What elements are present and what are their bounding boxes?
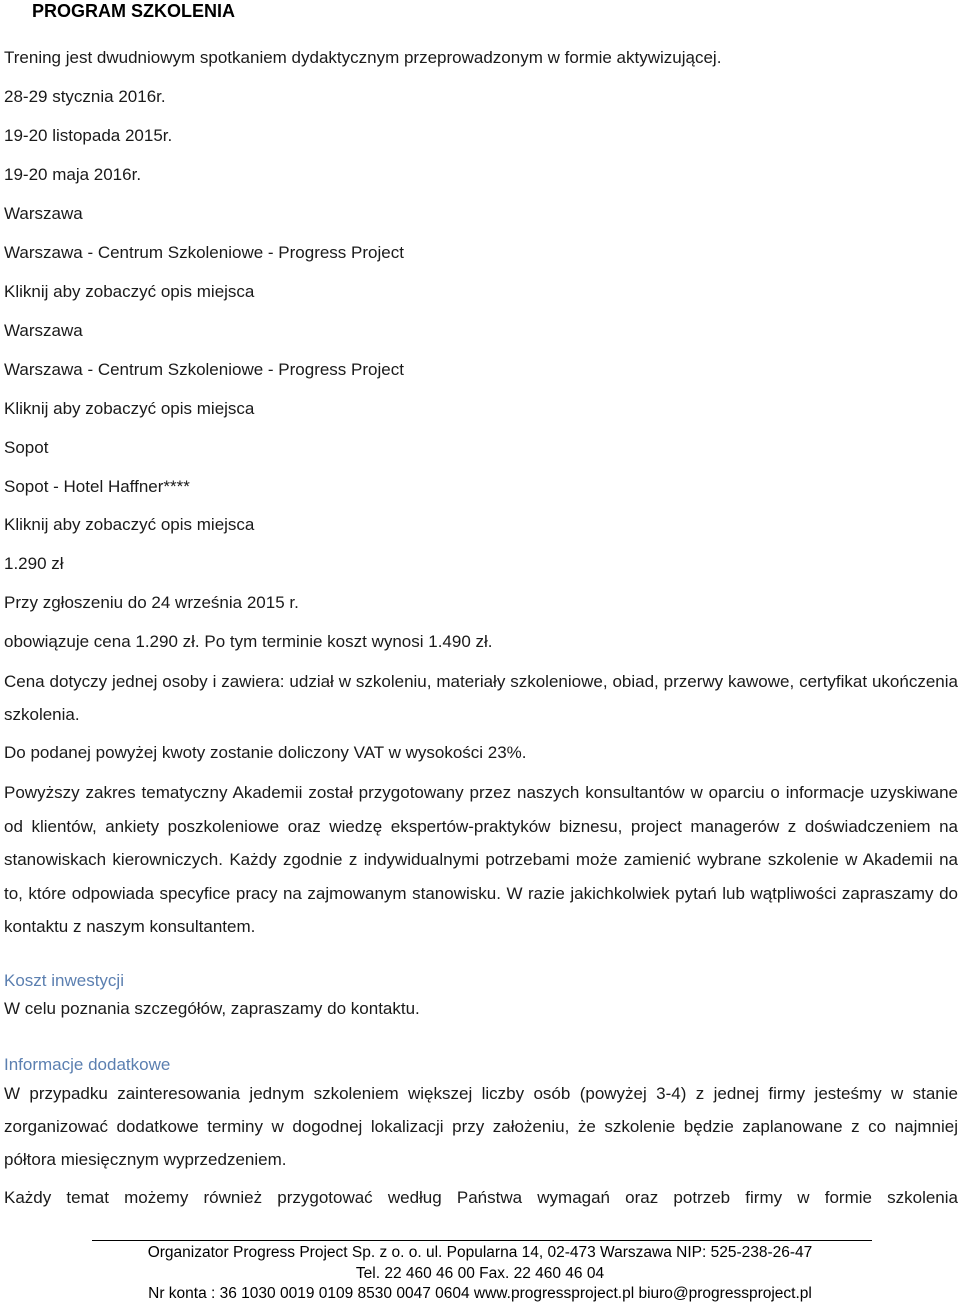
location-city: Warszawa [4, 321, 83, 340]
additional-heading: Informacje dodatkowe [4, 1055, 171, 1074]
location-venue: Warszawa - Centrum Szkoleniowe - Progress Project [4, 360, 404, 379]
intro-line: Trening jest dwudniowym spotkaniem dydaktycznym przeprowadzonym w formie aktywizującej. [4, 48, 722, 67]
page-title: PROGRAM SZKOLENIA [32, 1, 236, 21]
location-city: Sopot [4, 438, 49, 457]
additional-continuation: Każdy temat możemy również przygotować według Państwa wymagań oraz potrzeb firmy w formie szkolenia [4, 1188, 958, 1207]
deadline-note: Przy zgłoszeniu do 24 września 2015 r. [4, 593, 299, 612]
footer-divider [92, 1240, 872, 1241]
cost-text: W celu poznania szczegółów, zapraszamy do kontaktu. [4, 999, 420, 1018]
price-includes: Cena dotyczy jednej osoby i zawiera: udział w szkoleniu, materiały szkoleniowe, obiad, przerwy kawowe, certyfikat ukończenia szkolenia. [4, 672, 958, 724]
vat-note: Do podanej powyżej kwoty zostanie doliczony VAT w wysokości 23%. [4, 743, 527, 762]
footer-account: Nr konta : 36 1030 0019 0109 8530 0047 0604 www.progressproject.pl biuro@progressproject.pl [148, 1285, 812, 1302]
date-line: 19-20 maja 2016r. [4, 165, 142, 184]
location-venue: Warszawa - Centrum Szkoleniowe - Progress Project [4, 243, 404, 262]
location-city: Warszawa [4, 204, 83, 223]
additional-text: W przypadku zainteresowania jednym szkoleniem większej liczby osób (powyżej 3-4) z jednej firmy jesteśmy w stanie zorganizować dodatkowe terminy w dogodnej lokalizacji przy założeniu, że szkolenie będzie zaplanowane z co najmniej półtora miesięcznym wyprzedzeniem. [4, 1084, 958, 1169]
program-description: Powyższy zakres tematyczny Akademii został przygotowany przez naszych konsultantów w oparciu o informacje uzyskiwane od klientów, ankiety poszkoleniowe oraz wiedzę ekspertów-praktyków biznesu, project managerów z doświadczeniem na stanowiskach kierowniczych. Każdy zgodnie z indywidualnymi potrzebami może zamienić wybrane szkolenie w Akademii na to, które odpowiada specyfice pracy na zajmowanym stanowisku. W razie jakichkolwiek pytań lub wątpliwości zapraszamy do kontaktu z naszym konsultantem. [4, 783, 958, 936]
location-venue: Sopot - Hotel Haffner**** [4, 477, 190, 496]
price-note: obowiązuje cena 1.290 zł. Po tym terminie koszt wynosi 1.490 zł. [4, 632, 493, 651]
footer-organizer: Organizator Progress Project Sp. z o. o. ul. Popularna 14, 02-473 Warszawa NIP: 525-238-26-47 [147, 1244, 813, 1261]
location-link[interactable]: Kliknij aby zobaczyć opis miejsca [4, 515, 255, 534]
date-line: 28-29 stycznia 2016r. [4, 87, 166, 106]
location-link[interactable]: Kliknij aby zobaczyć opis miejsca [4, 399, 255, 418]
location-link[interactable]: Kliknij aby zobaczyć opis miejsca [4, 282, 255, 301]
footer-contact: Tel. 22 460 46 00 Fax. 22 460 46 04 [355, 1265, 605, 1282]
date-line: 19-20 listopada 2015r. [4, 126, 173, 145]
cost-heading: Koszt inwestycji [4, 971, 124, 990]
price: 1.290 zł [4, 554, 64, 573]
